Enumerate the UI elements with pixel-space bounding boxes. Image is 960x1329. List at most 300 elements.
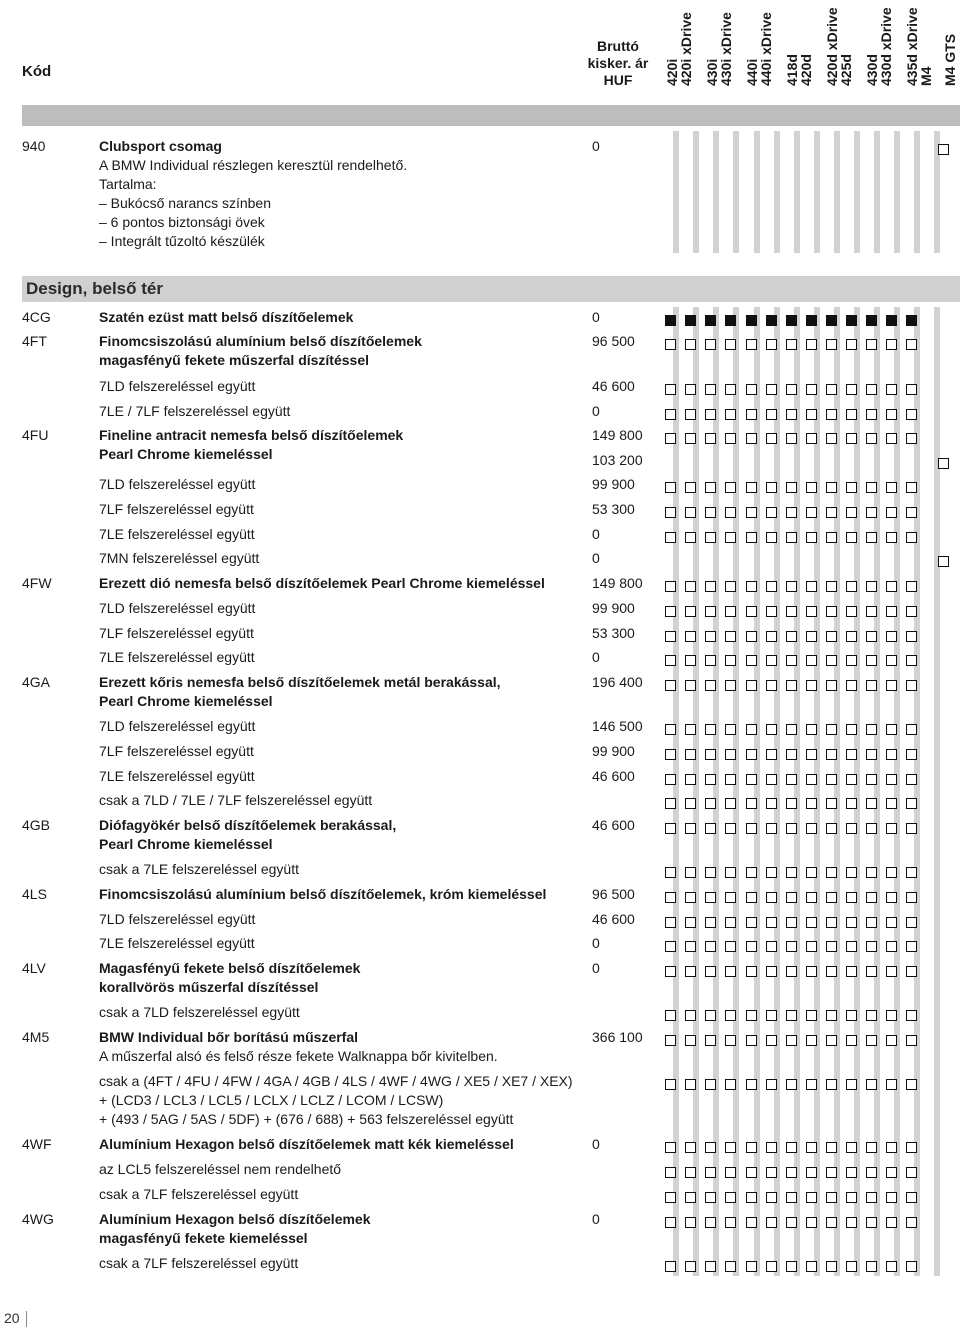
optional-marker <box>766 433 777 444</box>
optional-marker <box>826 774 837 785</box>
optional-marker <box>886 1192 897 1203</box>
optional-marker <box>766 823 777 834</box>
optional-marker <box>746 867 757 878</box>
optional-marker <box>766 655 777 666</box>
column-stripe <box>693 131 699 253</box>
code-column-header: Kód <box>22 63 52 80</box>
option-price: 196 400 <box>592 674 643 690</box>
optional-marker <box>766 1035 777 1046</box>
optional-marker <box>906 1217 917 1228</box>
optional-marker <box>906 631 917 642</box>
column-stripe <box>794 307 800 1276</box>
optional-marker <box>725 482 736 493</box>
optional-marker <box>846 1079 857 1090</box>
optional-marker <box>826 507 837 518</box>
optional-marker <box>766 1217 777 1228</box>
description-line: + (493 / 5AG / 5AS / 5DF) + (676 / 688) + 563 felszereléssel együtt <box>99 1111 514 1127</box>
model-column-header <box>660 2 698 102</box>
optional-marker <box>786 1010 797 1021</box>
description-line: csak a (4FT / 4FU / 4FW / 4GA / 4GB / 4LS / 4WF / 4WG / XE5 / XE7 / XEX) <box>99 1073 573 1089</box>
standard-marker <box>846 315 857 326</box>
description-line: Fineline antracit nemesfa belső díszítőelemek <box>99 427 404 443</box>
optional-marker <box>685 1079 696 1090</box>
optional-marker <box>725 1261 736 1272</box>
option-description <box>99 1135 579 1154</box>
optional-marker <box>725 680 736 691</box>
optional-marker <box>705 507 716 518</box>
column-stripe <box>673 307 679 1276</box>
optional-marker <box>665 867 676 878</box>
optional-marker <box>746 339 757 350</box>
optional-marker <box>886 749 897 760</box>
optional-marker <box>725 749 736 760</box>
optional-marker <box>826 1079 837 1090</box>
optional-marker <box>685 1010 696 1021</box>
optional-marker <box>886 482 897 493</box>
optional-marker <box>846 966 857 977</box>
optional-marker <box>685 1035 696 1046</box>
model-column-header <box>940 2 960 102</box>
optional-marker <box>846 1192 857 1203</box>
optional-marker <box>906 433 917 444</box>
optional-marker <box>746 507 757 518</box>
optional-marker <box>846 774 857 785</box>
optional-marker <box>866 774 877 785</box>
description-line: korallvörös műszerfal díszítéssel <box>99 979 319 995</box>
optional-marker <box>806 433 817 444</box>
optional-marker <box>806 1217 817 1228</box>
optional-marker <box>806 867 817 878</box>
optional-marker <box>766 966 777 977</box>
column-stripe <box>834 307 840 1276</box>
description-line: csak a 7LE felszereléssel együtt <box>99 861 299 877</box>
optional-marker <box>665 482 676 493</box>
optional-marker <box>665 1079 676 1090</box>
optional-marker <box>846 1010 857 1021</box>
optional-marker <box>866 867 877 878</box>
optional-marker <box>685 1142 696 1153</box>
optional-marker <box>806 1192 817 1203</box>
description-line: csak a 7LF felszereléssel együtt <box>99 1255 299 1271</box>
optional-marker <box>786 941 797 952</box>
optional-marker <box>725 798 736 809</box>
optional-marker <box>685 532 696 543</box>
optional-marker <box>826 581 837 592</box>
optional-marker <box>846 798 857 809</box>
description-line: 7LF felszereléssel együtt <box>99 501 254 517</box>
option-description <box>99 599 579 618</box>
column-stripe <box>854 307 860 1276</box>
optional-marker <box>886 823 897 834</box>
optional-marker <box>906 749 917 760</box>
optional-marker <box>846 384 857 395</box>
model-name: 440i xDrive <box>758 12 774 86</box>
optional-marker <box>725 1167 736 1178</box>
option-description <box>99 624 579 643</box>
optional-marker <box>665 941 676 952</box>
column-stripe <box>874 307 880 1276</box>
optional-marker <box>786 433 797 444</box>
optional-marker <box>806 655 817 666</box>
optional-marker <box>766 1167 777 1178</box>
optional-marker <box>806 1010 817 1021</box>
optional-marker <box>685 749 696 760</box>
option-price: 149 800 <box>592 575 643 591</box>
optional-marker <box>766 339 777 350</box>
section-title: Design, belső tér <box>26 279 163 298</box>
standard-marker <box>766 315 777 326</box>
optional-marker <box>665 823 676 834</box>
optional-marker <box>705 655 716 666</box>
optional-marker <box>705 384 716 395</box>
column-stripe <box>914 131 920 253</box>
option-description <box>99 717 579 736</box>
optional-marker <box>786 1261 797 1272</box>
optional-marker <box>806 1167 817 1178</box>
optional-marker <box>685 606 696 617</box>
optional-marker <box>746 724 757 735</box>
optional-marker <box>826 655 837 666</box>
optional-marker <box>746 774 757 785</box>
optional-marker <box>906 680 917 691</box>
optional-marker <box>826 339 837 350</box>
optional-marker <box>826 1010 837 1021</box>
optional-marker <box>866 1142 877 1153</box>
description-line: 7LF felszereléssel együtt <box>99 625 254 641</box>
optional-marker <box>806 966 817 977</box>
optional-marker <box>886 892 897 903</box>
optional-marker <box>846 941 857 952</box>
optional-marker <box>886 941 897 952</box>
optional-marker <box>846 606 857 617</box>
description-line: Erezett kőris nemesfa belső díszítőelemek metál berakással, <box>99 674 501 690</box>
standard-marker <box>886 315 897 326</box>
model-name: 430i xDrive <box>718 12 734 86</box>
optional-marker <box>846 1167 857 1178</box>
optional-marker <box>685 1217 696 1228</box>
description-line: 7LD felszereléssel együtt <box>99 600 256 616</box>
model-name: 430d xDrive <box>878 7 894 86</box>
option-code: 4LS <box>22 886 47 902</box>
optional-marker <box>806 482 817 493</box>
optional-marker <box>826 606 837 617</box>
option-description <box>99 475 579 494</box>
optional-marker <box>766 1010 777 1021</box>
optional-marker <box>886 655 897 666</box>
optional-marker <box>685 917 696 928</box>
optional-marker <box>886 774 897 785</box>
optional-marker <box>806 606 817 617</box>
option-price: 99 900 <box>592 743 635 759</box>
optional-marker <box>866 1192 877 1203</box>
model-column-header <box>740 2 778 102</box>
optional-marker <box>906 724 917 735</box>
optional-marker <box>685 655 696 666</box>
optional-marker <box>685 1167 696 1178</box>
optional-marker <box>886 680 897 691</box>
optional-marker <box>665 892 676 903</box>
optional-marker <box>866 892 877 903</box>
description-line: 7LD felszereléssel együtt <box>99 718 256 734</box>
model-name: 430d <box>864 54 880 86</box>
optional-marker <box>846 724 857 735</box>
optional-marker <box>746 581 757 592</box>
model-name: M4 <box>918 66 934 86</box>
optional-marker <box>786 798 797 809</box>
optional-marker <box>786 581 797 592</box>
description-line: Alumínium Hexagon belső díszítőelemek matt kék kiemeléssel <box>99 1136 514 1152</box>
option-description <box>99 959 579 997</box>
column-stripe <box>774 131 780 253</box>
optional-marker <box>806 631 817 642</box>
optional-marker <box>906 867 917 878</box>
optional-marker <box>665 433 676 444</box>
model-column-header <box>780 2 818 102</box>
optional-marker <box>766 1261 777 1272</box>
optional-marker <box>725 581 736 592</box>
optional-marker <box>665 606 676 617</box>
optional-marker <box>725 532 736 543</box>
optional-marker <box>685 631 696 642</box>
option-price: 46 600 <box>592 817 635 833</box>
optional-marker <box>766 631 777 642</box>
description-line: + (LCD3 / LCL3 / LCL5 / LCLX / LCLZ / LCOM / LCSW) <box>99 1092 444 1108</box>
optional-marker <box>705 892 716 903</box>
optional-marker <box>846 892 857 903</box>
optional-marker <box>826 680 837 691</box>
description-line: – Bukócső narancs színben <box>99 195 271 211</box>
optional-marker <box>806 749 817 760</box>
optional-marker <box>886 384 897 395</box>
optional-marker <box>786 1079 797 1090</box>
model-name: 435d xDrive <box>904 7 920 86</box>
optional-marker <box>826 384 837 395</box>
optional-marker <box>786 507 797 518</box>
optional-marker <box>725 1142 736 1153</box>
page-number-separator <box>26 1311 27 1327</box>
optional-marker <box>705 680 716 691</box>
optional-marker <box>746 409 757 420</box>
model-name: 418d <box>784 54 800 86</box>
optional-marker <box>866 655 877 666</box>
optional-marker <box>826 941 837 952</box>
optional-marker <box>685 384 696 395</box>
optional-marker <box>866 1261 877 1272</box>
optional-marker <box>806 532 817 543</box>
optional-marker <box>746 655 757 666</box>
optional-marker <box>786 774 797 785</box>
optional-marker <box>906 774 917 785</box>
optional-marker <box>665 917 676 928</box>
description-line: 7LE felszereléssel együtt <box>99 768 255 784</box>
option-price: 0 <box>592 138 600 154</box>
optional-marker <box>906 1167 917 1178</box>
optional-marker <box>906 823 917 834</box>
optional-marker <box>906 1079 917 1090</box>
optional-marker <box>866 1217 877 1228</box>
standard-marker <box>746 315 757 326</box>
optional-marker <box>746 532 757 543</box>
optional-marker <box>886 1261 897 1272</box>
optional-marker <box>806 1142 817 1153</box>
optional-marker <box>806 384 817 395</box>
optional-marker <box>665 1142 676 1153</box>
optional-marker <box>886 1217 897 1228</box>
column-stripe <box>894 131 900 253</box>
optional-marker <box>685 724 696 735</box>
optional-marker <box>705 917 716 928</box>
column-stripe <box>693 307 699 1276</box>
optional-marker <box>826 1035 837 1046</box>
option-description <box>99 1072 579 1129</box>
option-code: 4M5 <box>22 1029 50 1045</box>
optional-marker <box>665 581 676 592</box>
optional-marker <box>866 823 877 834</box>
optional-marker <box>766 409 777 420</box>
optional-marker <box>725 1010 736 1021</box>
optional-marker <box>826 1142 837 1153</box>
description-line: az LCL5 felszereléssel nem rendelhető <box>99 1161 342 1177</box>
optional-marker <box>685 339 696 350</box>
optional-marker <box>866 581 877 592</box>
optional-marker <box>746 680 757 691</box>
optional-marker <box>786 339 797 350</box>
option-description <box>99 500 579 519</box>
description-line: Magasfényű fekete belső díszítőelemek <box>99 960 361 976</box>
optional-marker <box>886 1010 897 1021</box>
optional-marker <box>705 1261 716 1272</box>
optional-marker <box>705 1079 716 1090</box>
optional-marker <box>725 433 736 444</box>
description-line: Pearl Chrome kiemeléssel <box>99 446 273 462</box>
optional-marker <box>665 532 676 543</box>
option-code: 4WG <box>22 1211 54 1227</box>
option-description <box>99 332 579 370</box>
optional-marker <box>886 606 897 617</box>
optional-marker <box>866 339 877 350</box>
optional-marker <box>685 867 696 878</box>
optional-marker <box>866 482 877 493</box>
optional-marker <box>705 631 716 642</box>
description-line: magasfényű fekete műszerfal díszítéssel <box>99 352 370 368</box>
optional-marker <box>705 532 716 543</box>
optional-marker <box>705 482 716 493</box>
option-description <box>99 308 579 327</box>
standard-marker <box>866 315 877 326</box>
optional-marker <box>725 941 736 952</box>
optional-marker <box>886 966 897 977</box>
optional-marker <box>705 798 716 809</box>
optional-marker <box>866 749 877 760</box>
optional-marker <box>685 1192 696 1203</box>
optional-marker <box>786 606 797 617</box>
optional-marker <box>685 941 696 952</box>
option-code: 4LV <box>22 960 46 976</box>
optional-marker <box>886 1167 897 1178</box>
option-description <box>99 377 579 396</box>
standard-marker <box>685 315 696 326</box>
optional-marker <box>705 1217 716 1228</box>
optional-marker <box>725 339 736 350</box>
option-code: 4WF <box>22 1136 52 1152</box>
optional-marker <box>786 917 797 928</box>
optional-marker <box>806 680 817 691</box>
optional-marker <box>725 606 736 617</box>
optional-marker <box>826 917 837 928</box>
optional-marker <box>806 1261 817 1272</box>
optional-marker <box>746 749 757 760</box>
optional-marker <box>665 339 676 350</box>
optional-marker <box>705 409 716 420</box>
optional-marker <box>846 1217 857 1228</box>
option-price: 96 500 <box>592 886 635 902</box>
optional-marker <box>846 409 857 420</box>
option-description <box>99 1160 579 1179</box>
option-price: 146 500 <box>592 718 643 734</box>
optional-marker <box>886 867 897 878</box>
optional-marker <box>846 680 857 691</box>
optional-marker <box>766 680 777 691</box>
optional-marker <box>826 631 837 642</box>
optional-marker <box>786 867 797 878</box>
description-line: csak a 7LD / 7LE / 7LF felszereléssel együtt <box>99 792 373 808</box>
optional-marker <box>786 749 797 760</box>
column-stripe <box>934 307 940 1276</box>
optional-marker <box>846 507 857 518</box>
optional-marker <box>725 966 736 977</box>
optional-marker <box>786 631 797 642</box>
optional-marker <box>746 966 757 977</box>
description-line: Tartalma: <box>99 176 157 192</box>
optional-marker <box>906 507 917 518</box>
column-stripe <box>733 131 739 253</box>
option-code: 4GB <box>22 817 51 833</box>
optional-marker <box>846 1035 857 1046</box>
option-price: 103 200 <box>592 452 643 468</box>
description-line: 7LE felszereléssel együtt <box>99 935 255 951</box>
description-line: A BMW Individual részlegen keresztül rendelhető. <box>99 157 408 173</box>
optional-marker <box>866 1079 877 1090</box>
optional-marker <box>906 532 917 543</box>
optional-marker <box>786 409 797 420</box>
option-code: 940 <box>22 138 46 154</box>
optional-marker <box>766 1142 777 1153</box>
description-line: 7LE felszereléssel együtt <box>99 649 255 665</box>
optional-marker <box>886 917 897 928</box>
optional-marker <box>866 724 877 735</box>
optional-marker <box>766 384 777 395</box>
optional-marker <box>685 823 696 834</box>
description-line: Finomcsiszolású alumínium belső díszítőelemek, króm kiemeléssel <box>99 886 547 902</box>
optional-marker <box>938 458 949 469</box>
optional-marker <box>906 1142 917 1153</box>
optional-marker <box>938 144 949 155</box>
option-code: 4FT <box>22 333 47 349</box>
option-description <box>99 1254 579 1273</box>
description-line: Clubsport csomag <box>99 138 222 154</box>
optional-marker <box>846 655 857 666</box>
optional-marker <box>886 631 897 642</box>
optional-marker <box>806 892 817 903</box>
page-number: 20 <box>4 1310 20 1326</box>
optional-marker <box>826 532 837 543</box>
description-line: magasfényű fekete kiemeléssel <box>99 1230 308 1246</box>
option-description <box>99 816 579 854</box>
column-stripe <box>814 131 820 253</box>
option-price: 149 800 <box>592 427 643 443</box>
optional-marker <box>766 941 777 952</box>
optional-marker <box>826 798 837 809</box>
